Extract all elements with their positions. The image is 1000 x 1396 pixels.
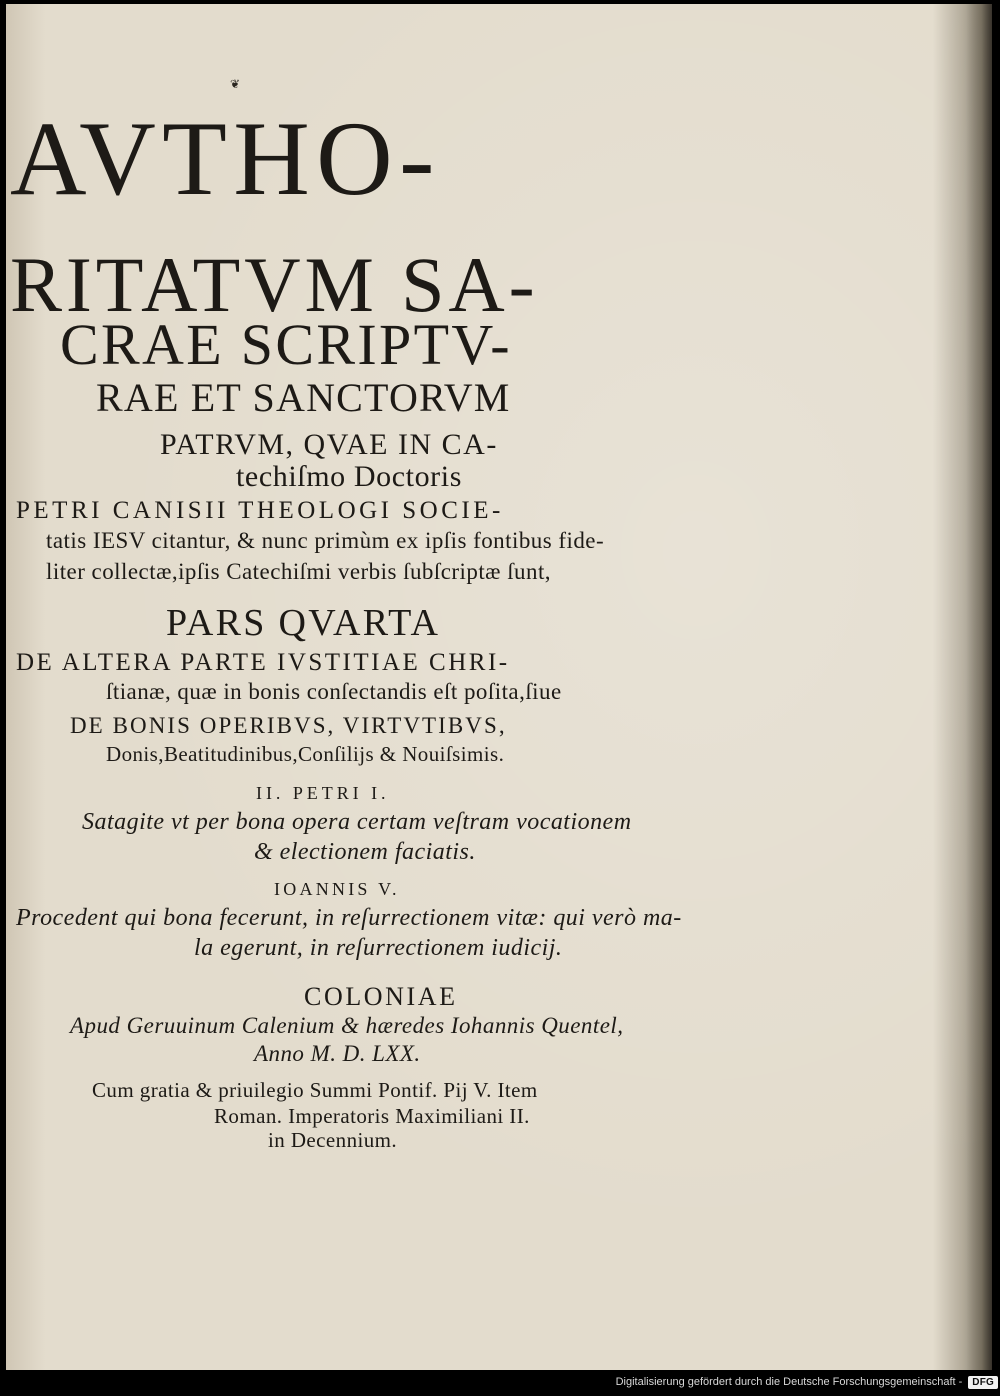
description-line-2: liter collectæ,ipſis Catechiſmi verbis ſubſcriptæ ſunt, xyxy=(46,559,552,584)
scripture-quote-2-line-2: la egerunt, in reſurrectionem iudicij. xyxy=(194,935,563,961)
scripture-reference-1: II. PETRI I. xyxy=(256,783,390,803)
scripture-quote-1-line-1: Satagite vt per bona opera certam veſtram vocationem xyxy=(82,809,632,835)
imprint-place: COLONIAE xyxy=(304,982,458,1011)
title-line-1: AVTHO- xyxy=(10,100,441,217)
funding-text: Digitalisierung gefördert durch die Deutsche Forschungsgemeinschaft - xyxy=(615,1376,963,1388)
part-heading: PARS QVARTA xyxy=(166,602,441,644)
dfg-logo-icon: DFG xyxy=(968,1376,998,1389)
funding-footer xyxy=(616,1372,998,1392)
imprint-printer: Apud Geruuinum Calenium & hæredes Iohannis Quentel, xyxy=(70,1013,624,1038)
subject-line-2: ſtianæ, quæ in bonis conſectandis eſt poſita,ſiue xyxy=(106,679,562,704)
author-line: PETRI CANISII THEOLOGI SOCIE- xyxy=(16,497,504,524)
subject-line-3: DE BONIS OPERIBVS, VIRTVTIBVS, xyxy=(70,713,507,738)
scripture-quote-2-line-1: Procedent qui bona fecerunt, in reſurrectionem vitæ: qui verò ma- xyxy=(16,905,682,931)
title-line-2: RITATVM SA- xyxy=(10,241,539,328)
ornament-mark: ❦ xyxy=(230,77,241,91)
scanned-page xyxy=(6,4,992,1370)
imprint-year: Anno M. D. LXX. xyxy=(254,1041,421,1066)
subject-line-1: DE ALTERA PARTE IVSTITIAE CHRI- xyxy=(16,649,510,676)
title-line-3: CRAE SCRIPTV- xyxy=(60,312,512,377)
privilege-line-2: Roman. Imperatoris Maximiliani II. xyxy=(214,1104,530,1128)
description-line-1: tatis IESV citantur, & nunc primùm ex ipſis fontibus fide- xyxy=(46,528,605,553)
title-line-5: PATRVM, QVAE IN CA- xyxy=(160,428,498,461)
subject-line-4: Donis,Beatitudinibus,Conſilijs & Nouiſsimis. xyxy=(106,742,505,766)
title-line-4: RAE ET SANCTORVM xyxy=(96,375,511,420)
privilege-line-1: Cum gratia & priuilegio Summi Pontif. Pij V. Item xyxy=(92,1078,538,1102)
title-line-6: techiſmo Doctoris xyxy=(236,460,462,493)
privilege-line-3: in Decennium. xyxy=(268,1128,398,1152)
scripture-reference-2: IOANNIS V. xyxy=(274,879,400,899)
scripture-quote-1-line-2: & electionem faciatis. xyxy=(254,839,476,865)
page-edge-shadow xyxy=(966,4,992,1370)
